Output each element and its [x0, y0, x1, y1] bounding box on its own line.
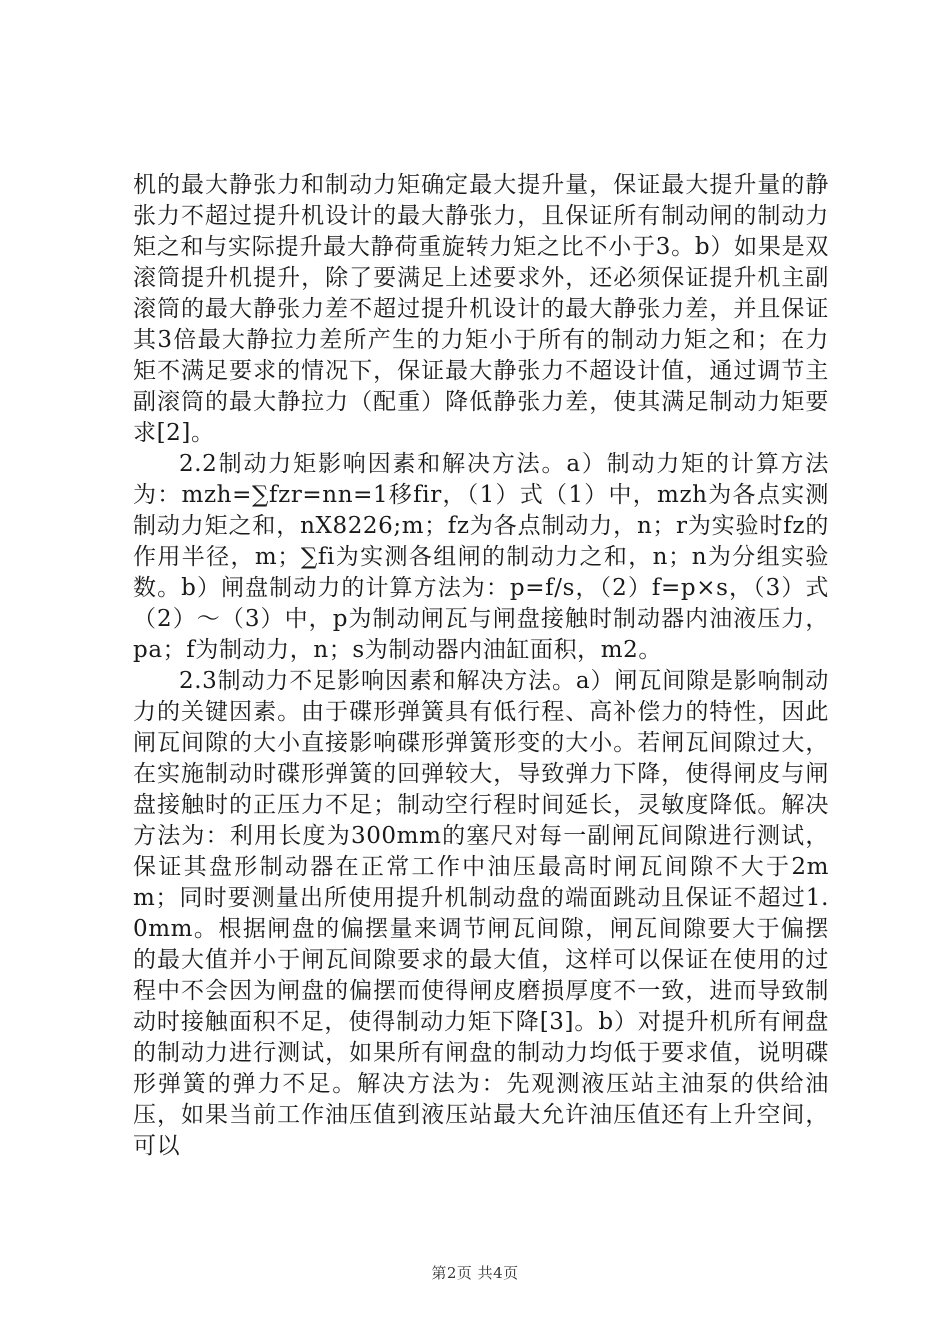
paragraph-section-2-3: 2.3制动力不足影响因素和解决方法。a）闸瓦间隙是影响制动力的关键因素。由于碟形弹簧具有低行程、高补偿力的特性，因此闸瓦间隙的大小直接影响碟形弹簧形变的大小。若闸瓦间隙过大，在实施制动时碟形弹簧的回弹较大，导致弹力下降，使得闸皮与闸盘接触时的正压力不足；制动空行程时间延长，灵敏度降低。解决方法为：利用长度为300mm的塞尺对每一副闸瓦间隙进行测试，保证其盘形制动器在正常工作中油压最高时闸瓦间隙不大于2mm；同时要测量出所使用提升机制动盘的端面跳动且保证不超过1.0mm。根据闸盘的偏摆量来调节闸瓦间隙，闸瓦间隙要大于偏摆的最大值并小于闸瓦间隙要求的最大值，这样可以保证在使用的过程中不会因为闸盘的偏摆而使得闸皮磨损厚度不一致，进而导致制动时接触面积不足，使得制动力矩下降[3]。b）对提升机所有闸盘的制动力进行测试，如果所有闸盘的制动力均低于要求值，说明碟形弹簧的弹力不足。解决方法为：先观测液压站主油泵的供给油压，如果当前工作油压值到液压站最大允许油压值还有上升空间，可以	[133, 668, 829, 1159]
document-body	[133, 170, 829, 1162]
page-footer: 第2页 共4页	[431, 1264, 519, 1282]
paragraph-section-2-2: 2.2制动力矩影响因素和解决方法。a）制动力矩的计算方法为：mzh=∑fzr=nn=1移fir，（1）式（1）中，mzh为各点实测制动力矩之和，nX8226;m；fz为各点制动力，n；r为实验时fz的作用半径，m；∑fi为实测各组闸的制动力之和，n；n为分组实验数。b）闸盘制动力的计算方法为：p=f/s，（2）f=p×s，（3）式（2）～（3）中，p为制动闸瓦与闸盘接触时制动器内油液压力，pa；f为制动力，n；s为制动器内油缸面积，m2。	[133, 451, 829, 663]
paragraph-continuation: 机的最大静张力和制动力矩确定最大提升量，保证最大提升量的静张力不超过提升机设计的最大静张力，且保证所有制动闸的制动力矩之和与实际提升最大静荷重旋转力矩之比不小于3。b）如果是双滚筒提升机提升，除了要满足上述要求外，还必须保证提升机主副滚筒的最大静张力差不超过提升机设计的最大静张力差，并且保证其3倍最大静拉力差所产生的力矩小于所有的制动力矩之和；在力矩不满足要求的情况下，保证最大静张力不超设计值，通过调节主副滚筒的最大静拉力（配重）降低静张力差，使其满足制动力矩要求[2]。	[133, 172, 829, 446]
